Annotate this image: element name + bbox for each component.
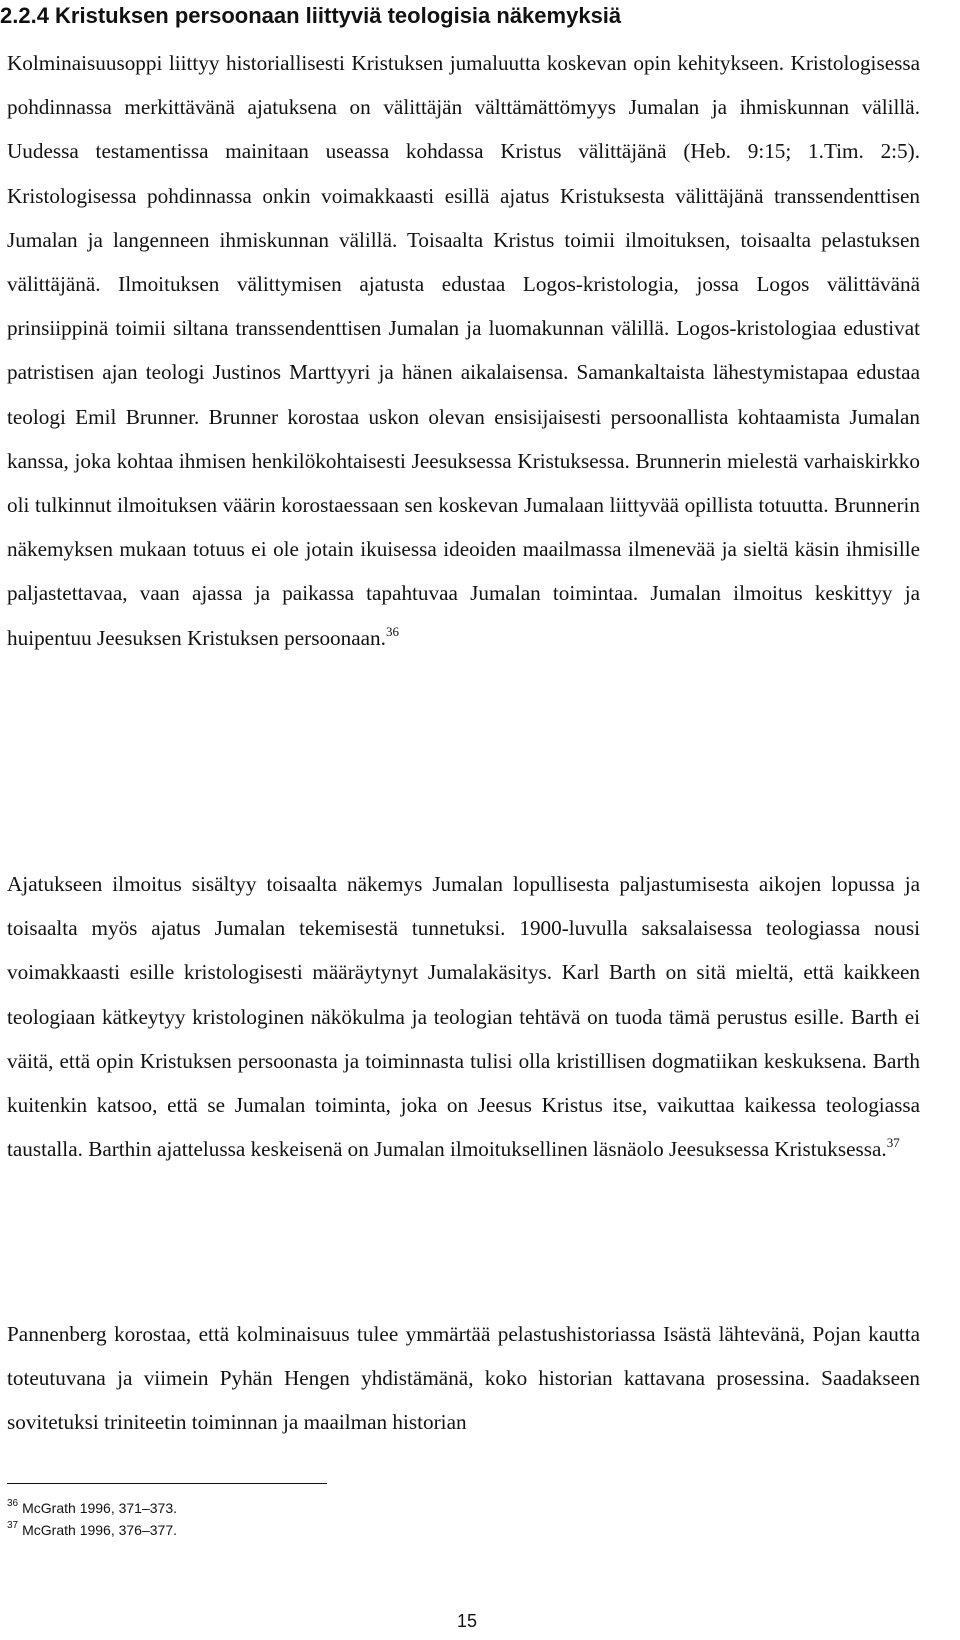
footnote-36	[7, 1497, 607, 1519]
footnote-separator	[7, 1483, 327, 1484]
footnote-text: McGrath 1996, 371–373.	[22, 1500, 178, 1516]
paragraph-2	[7, 862, 920, 1171]
footnote-text: McGrath 1996, 376–377.	[22, 1522, 178, 1538]
paragraph-2-text: Ajatukseen ilmoitus sisältyy toisaalta näkemys Jumalan lopullisesta paljastumisesta aikojen lopussa ja toisaalta myös ajatus Jumalan tekemisestä tunnetuksi. 1900-luvulla saksalaisessa teologiassa nousi voimakkaasti esille kristologisesti määräytynyt Jumalakäsitys. Karl Barth on sitä mieltä, että kaikkeen teologiaan kätkeytyy kristologinen näkökulma ja teologian tehtävä on tuoda tämä perustus esille. Barth ei väitä, että opin Kristuksen persoonasta ja toiminnasta tulisi olla kristillisen dogmatiikan keskuksena. Barth kuitenkin katsoo, että se Jumalan toiminta, joka on Jeesus Kristus itse, vaikuttaa kaikessa teologiassa taustalla. Barthin ajattelussa keskeisenä on Jumalan ilmoituksellinen läsnäolo Jeesuksessa Kristuksessa.	[7, 872, 920, 1162]
paragraph-1	[7, 41, 920, 660]
paragraph-3-text: Pannenberg korostaa, että kolminaisuus tulee ymmärtää pelastushistoriassa Isästä lähtevänä, Pojan kautta toteutuvana ja viimein Pyhän Hengen yhdistämänä, koko historian kattavana prosessina. Saadakseen sovitetuksi triniteetin toiminnan ja maailman historian	[7, 1322, 920, 1435]
footnote-37	[7, 1519, 607, 1541]
footnote-ref-36[interactable]: 36	[385, 623, 399, 639]
footnotes	[7, 1497, 607, 1541]
footnote-number: 37	[7, 1520, 19, 1531]
page-number: 15	[456, 1611, 478, 1631]
footnote-number: 36	[7, 1498, 19, 1509]
footnote-ref-37[interactable]: 37	[886, 1135, 900, 1151]
paragraph-1-text: Kolminaisuusoppi liittyy historiallisesti Kristuksen jumaluutta koskevan opin kehitykseen. Kristologisessa pohdinnassa merkittävänä ajatuksena on välittäjän välttämättömyys Jumalan ja ihmiskunnan välillä. Uudessa testamentissa mainitaan useassa kohdassa Kristus välittäjänä (Heb. 9:15; 1.Tim. 2:5). Kristologisessa pohdinnassa onkin voimakkaasti esillä ajatus Kristuksesta välittäjänä transsendenttisen Jumalan ja langenneen ihmiskunnan välillä. Toisaalta Kristus toimii ilmoituksen, toisaalta pelastuksen välittäjänä. Ilmoituksen välittymisen ajatusta edustaa Logos-kristologia, jossa Logos välittävänä prinsiippinä toimii siltana transsendenttisen Jumalan ja luomakunnan välillä. Logos-kristologiaa edustivat patristisen ajan teologi Justinos Marttyyri ja hänen aikalaisensa. Samankaltaista lähestymistapaa edustaa teologi Emil Brunner. Brunner korostaa uskon olevan ensisijaisesti persoonallista kohtaamista Jumalan kanssa, joka kohtaa ihmisen henkilökohtaisesti Jeesuksessa Kristuksessa. Brunnerin mielestä varhaiskirkko oli tulkinnut ilmoituksen väärin korostaessaan sen koskevan Jumalaan liittyvää opillista totuutta. Brunnerin näkemyksen mukaan totuus ei ole jotain ikuisessa ideoiden maailmassa ilmenevää ja sieltä käsin ihmisille paljastettavaa, vaan ajassa ja paikassa tapahtuvaa Jumalan toimintaa. Jumalan ilmoitus keskittyy ja huipentuu Jeesuksen Kristuksen persoonaan.	[7, 51, 920, 650]
section-heading: 2.2.4 Kristuksen persoonaan liittyviä teologisia näkemyksiä	[0, 3, 622, 28]
paragraph-3	[7, 1312, 920, 1445]
